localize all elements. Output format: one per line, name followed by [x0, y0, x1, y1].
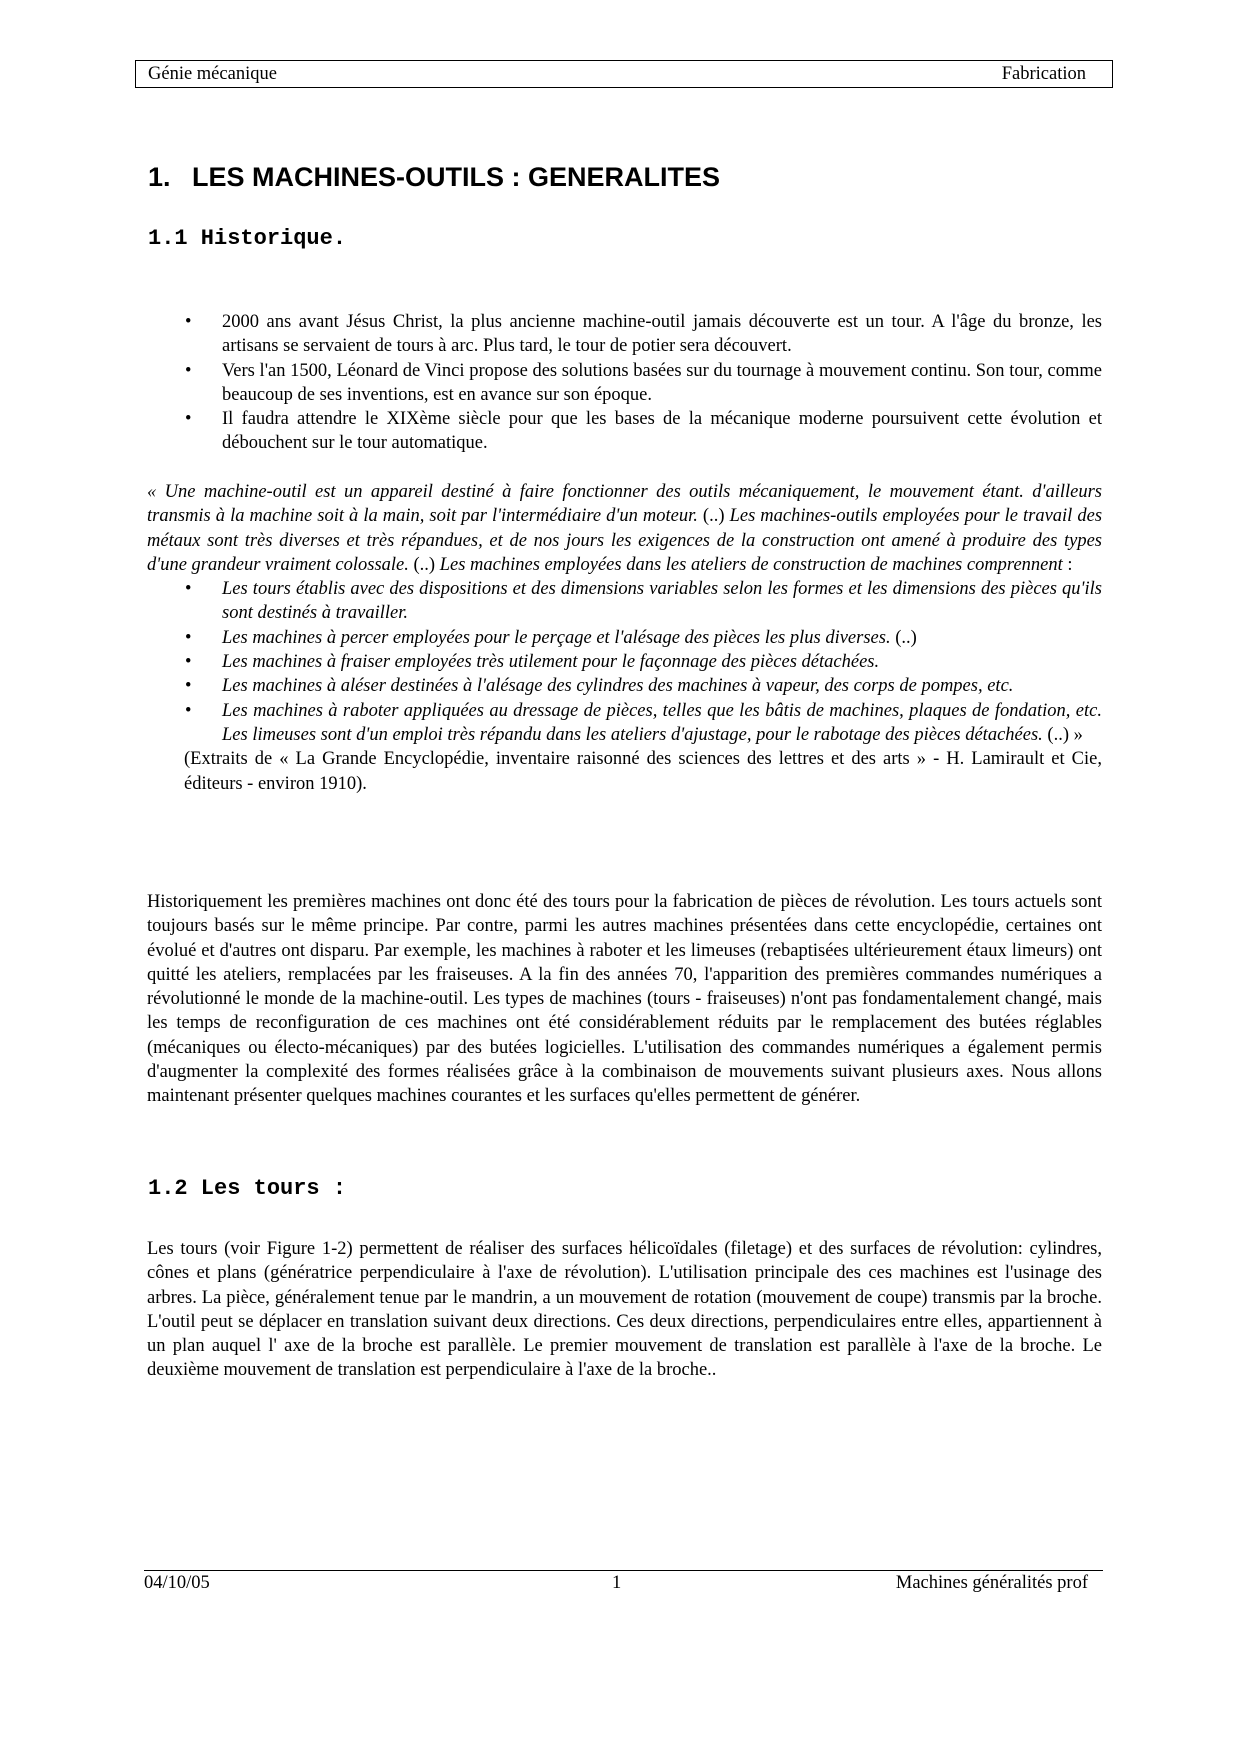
bullet-icon: • — [185, 312, 192, 332]
quote-source: (Extraits de « La Grande Encyclopédie, inventaire raisonné des sciences des lettres et des arts » - H. Lamirault et Cie, éditeurs - environ 1910). — [184, 749, 1102, 794]
list-item-text: Les machines à aléser destinées à l'alésage des cylindres des machines à vapeur, des corps de pompes, etc. — [222, 676, 1014, 697]
chapter-title — [148, 160, 720, 194]
chapter-title-text: LES MACHINES-OUTILS : GENERALITES — [192, 162, 721, 192]
quote-intro — [147, 480, 1102, 577]
list-item-text: Les machines à fraiser employées très utilement pour le façonnage des pièces détachées. — [222, 652, 880, 673]
quote-text: Les machines employées dans les ateliers de construction de machines comprennent — [439, 554, 1063, 575]
header-subject: Génie mécanique — [148, 64, 277, 84]
paragraph-text: Les tours (voir Figure 1-2) permettent de réaliser des surfaces hélicoïdales (filetage) et des surfaces de révolution: cylindres, cônes et plans (génératrice perpendiculaire à l'axe de révolution). L'utilisation principale des ces machines est l'usinage des arbres. La pièce, généralement tenue par le mandrin, a un mouvement de rotation (mouvement de coupe) transmis par la broche. L'outil peut se déplacer en translation suivant deux directions. Ces deux directions, perpendiculaires entre elles, appartiennent à un plan auquel l' axe de la broche est parallèle. Le premier mouvement de translation est parallèle à l'axe de la broche. Le deuxième mouvement de translation est perpendiculaire à l'axe de la broche.. — [147, 1239, 1102, 1381]
bullet-icon: • — [185, 579, 192, 600]
tours-paragraph — [147, 1237, 1102, 1383]
page-header — [135, 60, 1113, 88]
list-item — [147, 626, 1102, 650]
list-item-text: Les tours établis avec des dispositions et des dimensions variables selon les formes et les dimensions des pièces qu'ils sont destinés à travailler. — [222, 579, 1102, 624]
bullet-icon: • — [185, 409, 192, 430]
list-item — [147, 310, 1102, 359]
bullet-icon: • — [185, 700, 192, 721]
section-heading-tours: 1.2 Les tours : — [148, 1176, 347, 1201]
encyclopedia-quote — [147, 480, 1102, 796]
footer-document-name: Machines généralités prof — [895, 1573, 1088, 1593]
footer-page-number: 1 — [612, 1573, 622, 1593]
list-item-tail: (..) » — [1042, 724, 1083, 745]
list-item — [147, 674, 1102, 698]
list-item-text: 2000 ans avant Jésus Christ, la plus ancienne machine-outil jamais découverte est un tour. A l'âge du bronze, les artisans se servaient de tours à arc. Plus tard, le tour de potier sera découvert. — [222, 312, 1102, 357]
list-item — [147, 407, 1102, 456]
list-item-text: Les machines à raboter appliquées au dressage de pièces, telles que les bâtis de machines, plaques de fondation, etc. Les limeuses sont d'un emploi très répandu dans les ateliers d'ajustage, pour le rabotage des pièces détachées. — [222, 700, 1102, 745]
ellipsis: (..) — [413, 554, 436, 575]
footer-date: 04/10/05 — [144, 1573, 210, 1593]
chapter-number: 1. — [148, 162, 171, 192]
list-item-text: Il faudra attendre le XIXème siècle pour que les bases de la mécanique moderne poursuivent cette évolution et débouchent sur le tour automatique. — [222, 409, 1102, 454]
list-item-text: Vers l'an 1500, Léonard de Vinci propose des solutions basées sur du tournage à mouvement continu. Son tour, comme beaucoup de ses inventions, est en avance sur son époque. — [222, 360, 1102, 405]
header-category: Fabrication — [1001, 64, 1086, 84]
bullet-icon: • — [185, 627, 192, 648]
page-footer — [144, 1570, 1103, 1597]
list-item — [147, 577, 1102, 626]
quote-text: « Une machine-outil est un appareil destiné à faire fonctionner des outils mécaniquement, le mouvement étant. d'ailleurs transmis à la machine soit à la main, soit par l'intermédiaire d'un moteur. — [147, 482, 1102, 527]
machine-types-list — [147, 577, 1102, 747]
bullet-icon: • — [185, 652, 192, 673]
history-paragraph — [147, 890, 1102, 1109]
quote-text: Les machines-outils employées pour le travail des métaux sont très diverses et très répandues, et de nos jours les exigences de la construction ont amené à produire des types d'une grandeur vraiment colossale. — [147, 506, 1103, 575]
quote-colon: : — [1062, 554, 1073, 575]
list-item — [147, 650, 1102, 674]
bullet-icon: • — [185, 360, 192, 381]
bullet-icon: • — [185, 676, 192, 697]
history-bullet-list — [147, 310, 1102, 456]
list-item — [147, 699, 1102, 748]
list-item-tail: (..) — [890, 627, 917, 648]
history-list-block — [147, 310, 1102, 456]
paragraph-text: Historiquement les premières machines ont donc été des tours pour la fabrication de pièces de révolution. Les tours actuels sont toujours basés sur le même principe. Par contre, parmi les autres machines présentées dans cette encyclopédie, certaines ont évolué et d'autres ont disparu. Par exemple, les machines à raboter et les limeuses (rebaptisées ultérieurement étaux limeurs) ont quitté les ateliers, remplacées par les fraiseuses. A la fin des années 70, l'apparition des premières commandes numériques a révolutionné le monde de la machine-outil. Les types de machines (tours - fraiseuses) n'ont pas fondamentalement changé, mais les temps de reconfiguration de ces machines ont été considérablement réduits par le remplacement des butées réglables (mécaniques ou électo-mécaniques) par des butées logicielles. L'utilisation des commandes numériques a également permis d'augmenter la complexité des formes réalisées grâce à la combinaison de mouvements suivant plusieurs axes. Nous allons maintenant présenter quelques machines courantes et les surfaces qu'elles permettent de générer. — [147, 892, 1102, 1107]
section-heading-historique: 1.1 Historique. — [148, 226, 347, 251]
ellipsis: (..) — [702, 506, 725, 527]
list-item-text: Les machines à percer employées pour le perçage et l'alésage des pièces les plus diverses. — [222, 627, 891, 648]
list-item — [147, 359, 1102, 408]
